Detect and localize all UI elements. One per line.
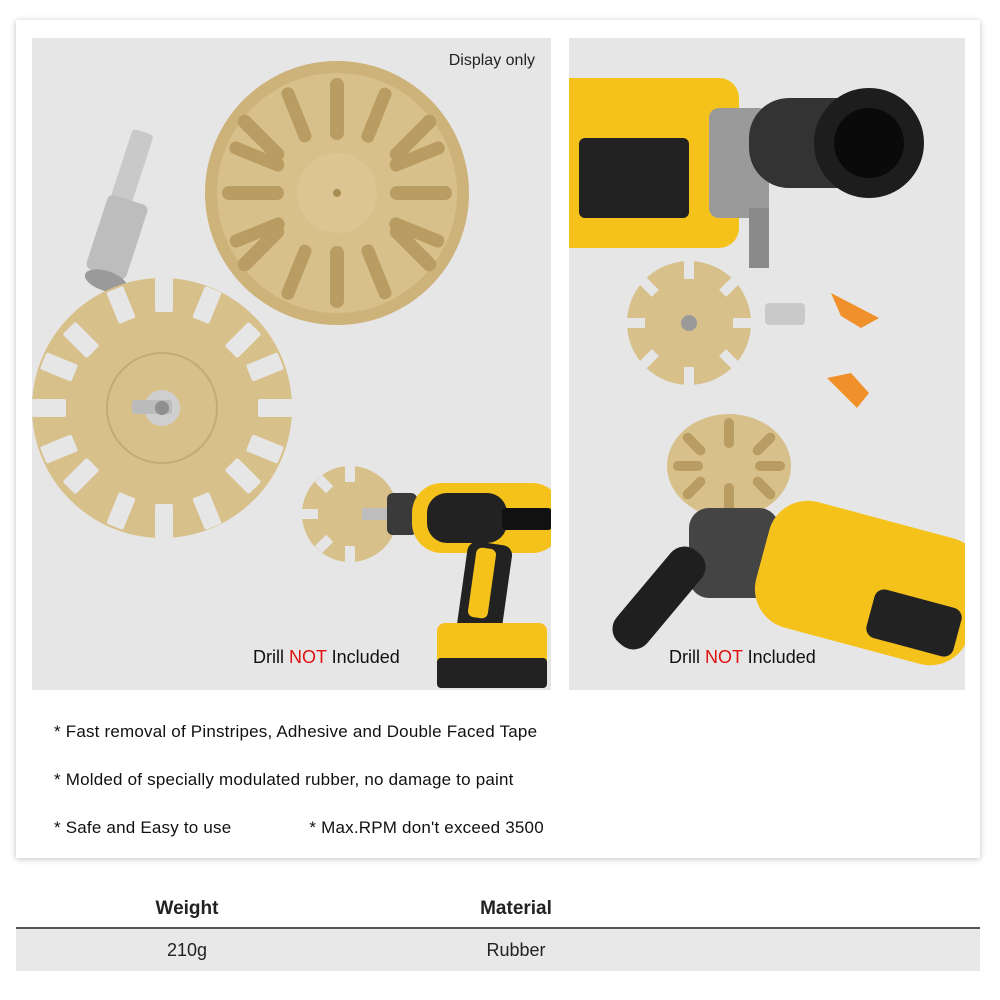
- feature-list: [54, 720, 544, 864]
- small-eraser-wheel: [302, 466, 398, 562]
- spec-header-weight: Weight: [155, 898, 219, 919]
- right-illustration: [569, 38, 965, 690]
- spec-value-weight: 210g: [166, 940, 208, 960]
- feature-item: * Molded of specially modulated rubber, no damage to paint: [54, 770, 514, 789]
- feature-item: * Max.RPM don't exceed 3500: [309, 818, 544, 837]
- cordless-drill: [387, 483, 551, 688]
- right-product-image: [569, 38, 965, 690]
- caption-prefix: Drill: [253, 647, 289, 667]
- caption-not-highlight: NOT: [289, 647, 327, 667]
- drill-not-included-caption-right: [669, 647, 816, 668]
- feature-row: [54, 816, 544, 864]
- large-eraser-wheel-front: [32, 278, 292, 538]
- caption-prefix: Drill: [669, 647, 705, 667]
- large-eraser-wheel-back: [205, 61, 469, 325]
- feature-item: * Fast removal of Pinstripes, Adhesive and Double Faced Tape: [54, 722, 538, 741]
- arbor-adapter: [82, 129, 154, 298]
- feature-item: * Safe and Easy to use: [54, 818, 232, 837]
- left-illustration: [32, 38, 551, 690]
- left-product-image: [32, 38, 551, 690]
- caption-not-highlight: NOT: [705, 647, 743, 667]
- product-card: [16, 20, 980, 858]
- orange-arrows: [827, 293, 879, 408]
- caption-suffix: Included: [326, 647, 400, 667]
- spec-table: [16, 893, 980, 971]
- spec-value-material: Rubber: [486, 940, 546, 960]
- spec-value-row: [16, 929, 980, 971]
- angle-grinder-top: [569, 78, 924, 268]
- ribbed-eraser-wheel: [667, 414, 791, 518]
- drill-not-included-caption: [253, 647, 400, 668]
- slotted-eraser-wheel: [627, 261, 751, 385]
- caption-suffix: Included: [742, 647, 816, 667]
- spec-header-row: [16, 893, 980, 929]
- display-only-note: Display only: [448, 52, 535, 69]
- small-adapter: [765, 303, 805, 325]
- spec-header-material: Material: [480, 898, 552, 919]
